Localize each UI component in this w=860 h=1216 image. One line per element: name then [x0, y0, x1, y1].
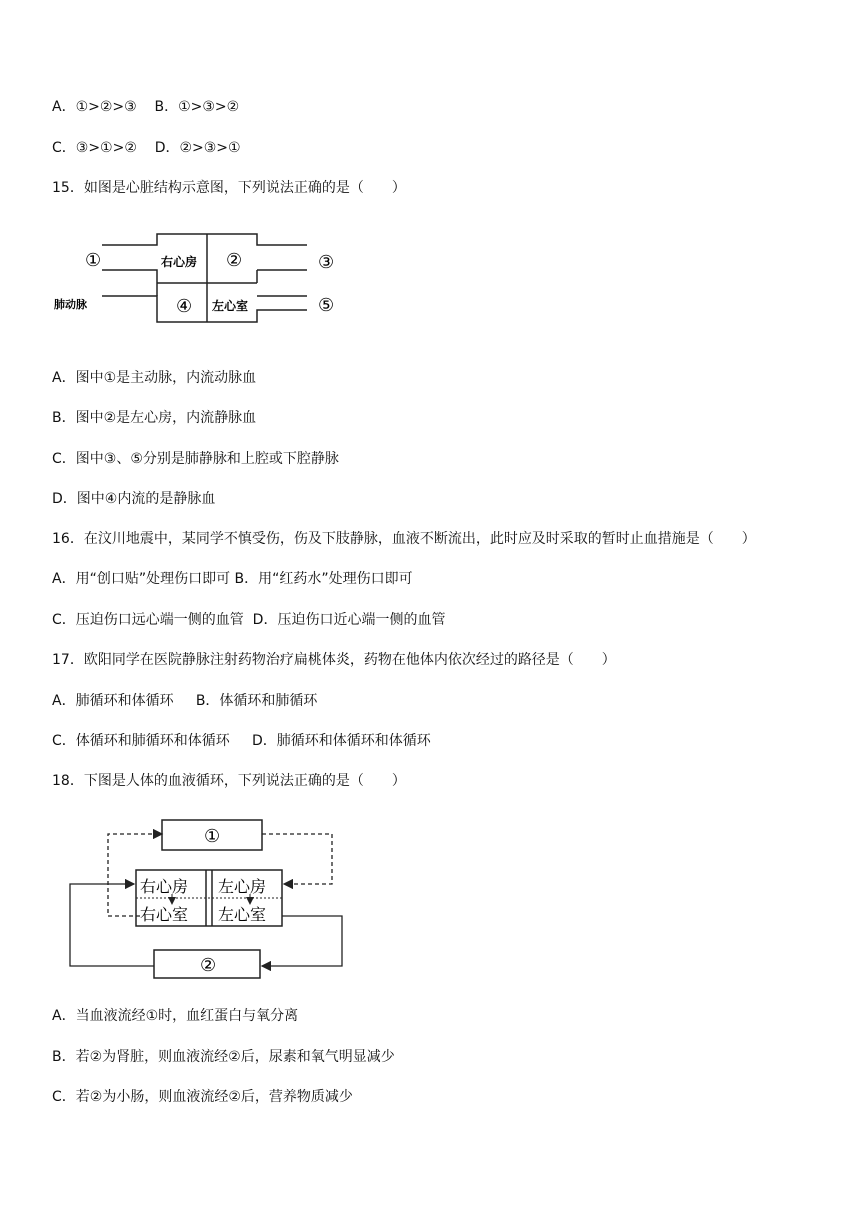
q16-option-cd: C．压迫伤口远心端一侧的血管 D．压迫伤口近心端一侧的血管 [52, 612, 446, 628]
q15-option-a: A．图中①是主动脉，内流动脉血 [52, 370, 257, 386]
circulation-left-ventricle: 左心室 [218, 905, 267, 924]
q17-option-cd: C．体循环和肺循环和体循环 D．肺循环和体循环和体循环 [52, 733, 431, 749]
circulation-right-ventricle: 右心室 [140, 905, 189, 924]
heart-mark-2: ② [226, 250, 243, 271]
q18-stem: 18．下图是人体的血液循环，下列说法正确的是（ ） [52, 773, 406, 789]
q17-stem: 17．欧阳同学在医院静脉注射药物治疗扁桃体炎，药物在他体内依次经过的路径是（ ） [52, 652, 616, 668]
q14-option-cd: C．③>①>② D．②>③>① [52, 140, 241, 156]
q15-option-b: B．图中②是左心房，内流静脉血 [52, 410, 257, 426]
heart-mark-3: ③ [318, 252, 335, 273]
q15-option-c: C．图中③、⑤分别是肺静脉和上腔或下腔静脉 [52, 451, 339, 467]
circulation-box-1-label: ① [204, 826, 221, 847]
q18-option-b: B．若②为肾脏，则血液流经②后，尿素和氧气明显减少 [52, 1049, 395, 1065]
q15-option-d: D．图中④内流的是静脉血 [52, 491, 216, 507]
q16-option-ab: A．用“创口贴”处理伤口即可 B．用“红药水”处理伤口即可 [52, 571, 413, 587]
heart-mark-4: ④ [176, 296, 193, 317]
circulation-right-atrium: 右心房 [140, 877, 189, 896]
q16-stem: 16．在汶川地震中，某同学不慎受伤，伤及下肢静脉，血液不断流出，此时应及时采取的暂时止血措施是（ ） [52, 531, 756, 547]
circulation-box-2-label: ② [200, 955, 217, 976]
heart-label-right-atrium: 右心房 [161, 255, 198, 269]
heart-label-pulmonary-artery: 肺动脉 [54, 298, 87, 311]
q18-option-a: A．当血液流经①时，血红蛋白与氧分离 [52, 1008, 299, 1024]
q17-option-ab: A．肺循环和体循环 B．体循环和肺循环 [52, 693, 318, 709]
circulation-left-atrium: 左心房 [218, 877, 267, 896]
heart-label-left-ventricle: 左心室 [212, 299, 249, 313]
q18-option-c: C．若②为小肠，则血液流经②后，营养物质减少 [52, 1089, 353, 1105]
heart-mark-5: ⑤ [318, 295, 335, 316]
heart-structure-diagram [52, 226, 352, 338]
blood-circulation-diagram [66, 816, 348, 984]
q15-stem: 15．如图是心脏结构示意图，下列说法正确的是（ ） [52, 180, 406, 196]
q14-option-ab: A．①>②>③ B．①>③>② [52, 99, 240, 115]
heart-mark-1: ① [85, 250, 102, 271]
